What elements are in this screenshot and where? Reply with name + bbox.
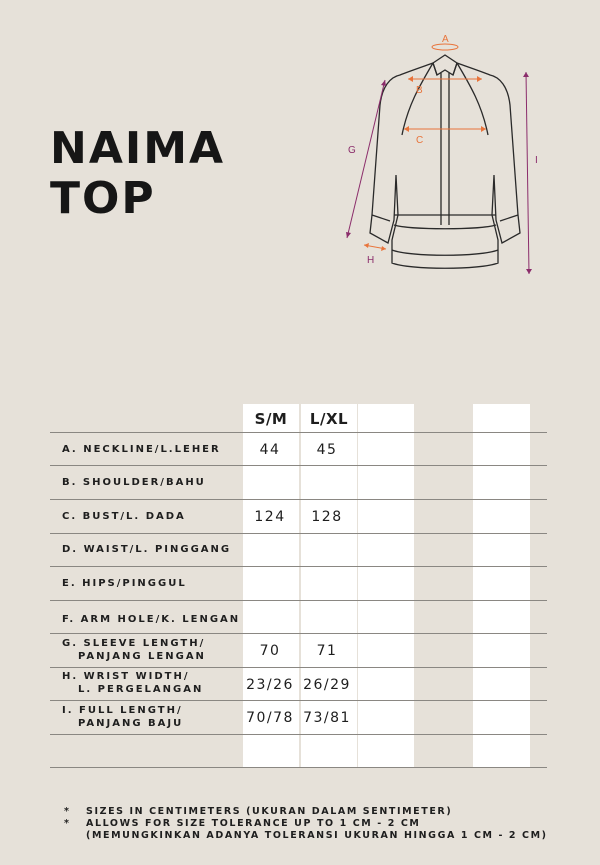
label-i: I [535,155,538,166]
value-sleeve-lxl: 71 [316,643,338,659]
title-line-2: TOP [50,173,156,224]
label-c: C [416,135,424,146]
note-3: (MEMUNGKINKAN ADANYA TOLERANSI UKURAN HINGGA 1 CM - 2 CM) [86,830,548,841]
label-b: B [416,85,423,96]
label-g: G [348,145,356,156]
value-length-lxl: 73/81 [303,710,351,726]
column-header-lxl: L/XL [309,410,349,428]
row-label-shoulder: B. SHOULDER/BAHU [62,477,206,488]
column-3-bg [358,404,414,767]
label-a: A [442,34,449,45]
value-wrist-sm: 23/26 [246,677,294,693]
row-label-hips: E. HIPS/PINGGUL [62,578,187,589]
row-label-waist: D. WAIST/L. PINGGANG [62,544,232,555]
value-bust-sm: 124 [254,509,286,525]
row-label-neckline: A. NECKLINE/L.LEHER [62,444,221,455]
column-5-bg [473,404,530,767]
value-neckline-sm: 44 [259,442,281,458]
size-notes: * SIZES IN CENTIMETERS (UKURAN DALAM SENTIMETER) * ALLOWS FOR SIZE TOLERANCE UP TO 1 CM - 2 CM (MEMUNGKINKAN ADANYA TOLERANSI UKURAN HINGGA 1 CM - 2 CM) [64,806,548,841]
row-label-length: I. FULL LENGTH/ PANJANG BAJU [62,705,184,729]
value-length-sm: 70/78 [246,710,294,726]
row-label-armhole: F. ARM HOLE/K. LENGAN [62,614,241,625]
label-h: H [367,255,375,266]
note-1: SIZES IN CENTIMETERS (UKURAN DALAM SENTIMETER) [86,806,453,817]
value-sleeve-sm: 70 [259,643,281,659]
row-label-wrist: H. WRIST WIDTH/ L. PERGELANGAN [62,671,204,695]
value-wrist-lxl: 26/29 [303,677,351,693]
column-header-sm: S/M [254,410,288,428]
note-2: ALLOWS FOR SIZE TOLERANCE UP TO 1 CM - 2 CM [86,818,421,829]
title-line-1: NAIMA [50,123,226,174]
row-label-sleeve: G. SLEEVE LENGTH/ PANJANG LENGAN [62,638,206,662]
value-neckline-lxl: 45 [316,442,338,458]
row-label-bust: C. BUST/L. DADA [62,511,186,522]
value-bust-lxl: 128 [311,509,343,525]
